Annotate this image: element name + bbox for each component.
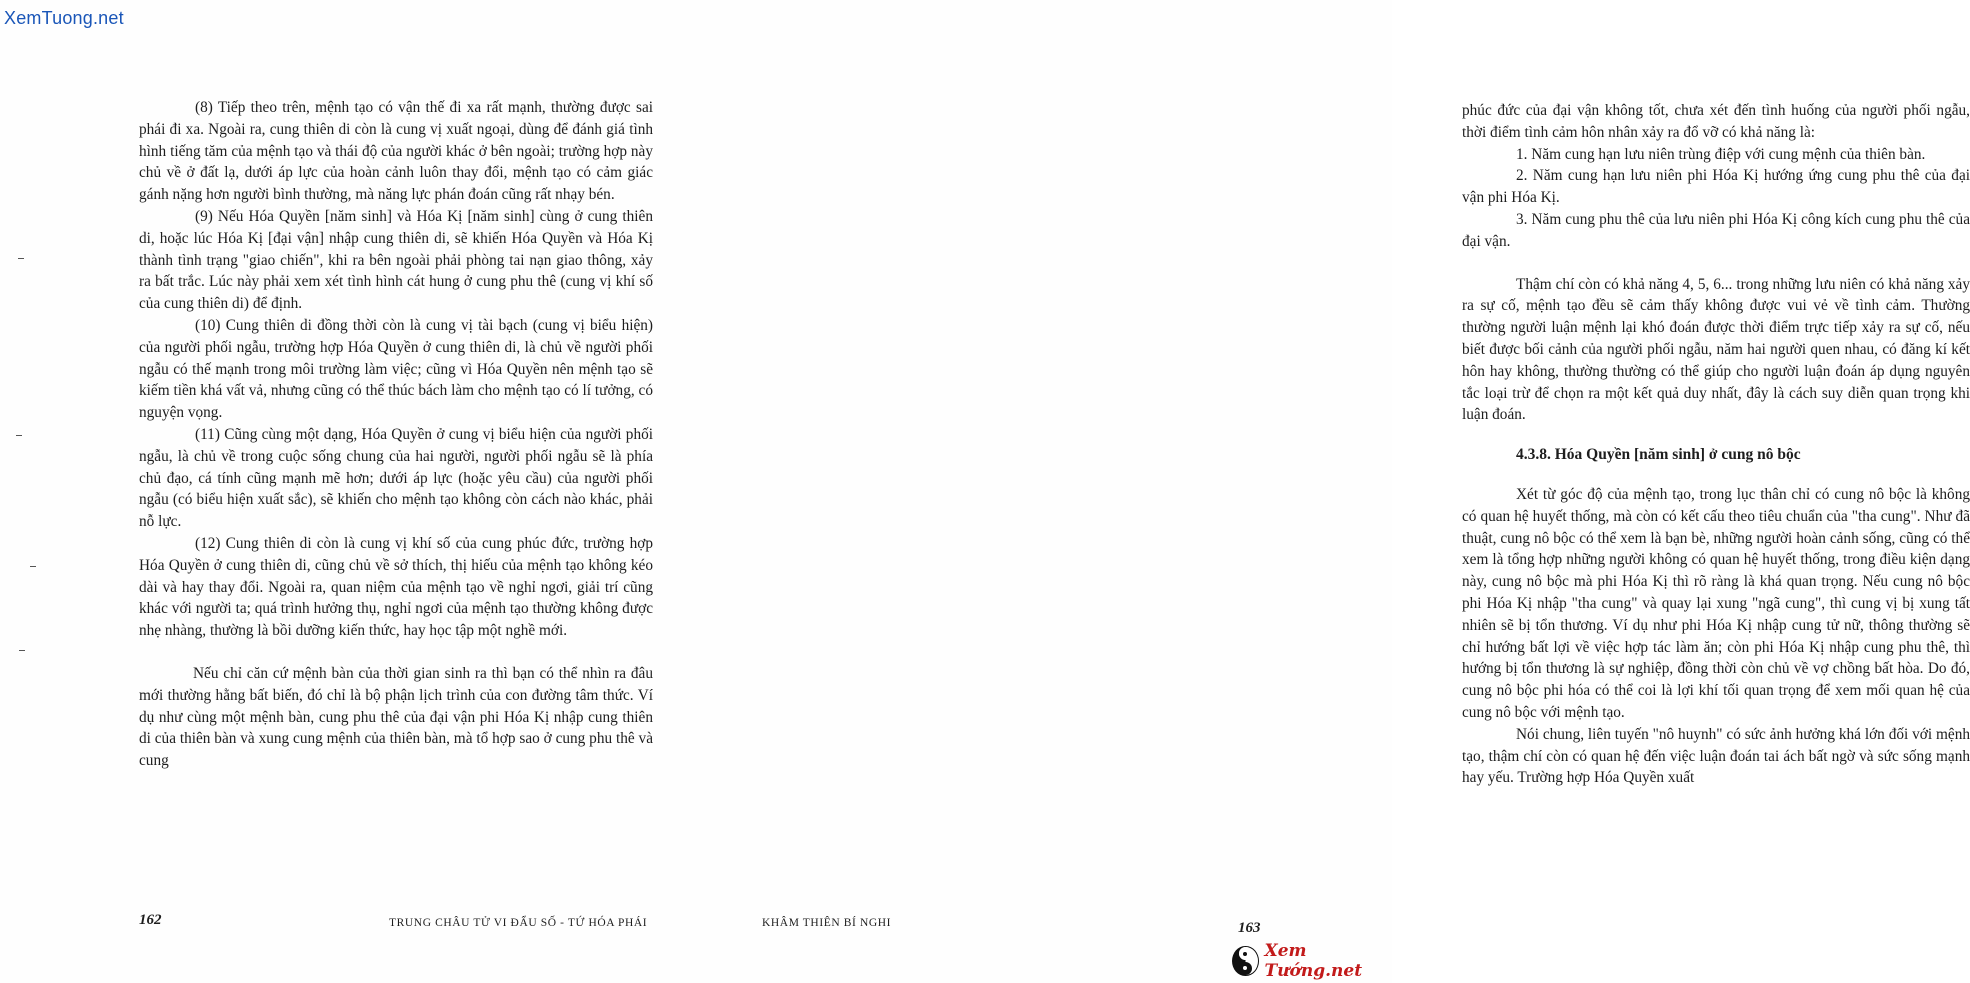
paragraph: 2. Năm cung hạn lưu niên phi Hóa Kị hướng ứng cung phu thê của đại vận phi Hóa Kị. <box>1462 167 1970 207</box>
paragraph: Xét từ góc độ của mệnh tạo, trong lục thân chỉ có cung nô bộc là không có quan hệ huyết thống, mà còn có kết cấu theo tiêu chuẩn của "tha cung". Như đã thuật, cung nô bộc có thể xem là bạn bè, những người hoàn cảnh sống, cũng có thể xem là tổng hợp những người không có quan hệ huyết thống, trong điều kiện dạng này, cung nô bộc mà phi Hóa Kị thì rõ ràng là khá quan trọng. Nếu cung nô bộc phi Hóa Kị nhập "tha cung" và quay lại xung "ngã cung", thì cung vị bị xung tất nhiên sẽ bị tổn thương. Ví dụ như phi Hóa Kị nhập cung tử nữ, thông thường sẽ chỉ hướng bất lợi về việc hợp tác làm ăn; còn phi Hóa Kị nhập cung phu thê, thì hướng bị tổn thương là sự nghiệp, đồng thời còn chủ về vợ chồng bất hòa. Do đó, cung nô bộc phi hóa có thể coi là lợi khí tối quan trọng để xem mối quan hệ của cung nô bộc với mệnh tạo. <box>1462 485 1970 721</box>
paragraph-spacer <box>1462 426 1970 444</box>
right-page-number: 163 <box>1238 920 1261 936</box>
paragraph: (8) Tiếp theo trên, mệnh tạo có vận thế đi xa rất mạnh, thường được sai phái đi xa. Ngoài ra, cung thiên di còn là cung vị xuất ngoại, dùng để đánh giá tình hình tiếng tăm của mệnh tạo và thái độ của người khác ở bên ngoài; trường hợp này chủ về ở đất lạ, dưới áp lực của hoàn cảnh luôn thay đổi, mệnh tạo có cảm giác gánh nặng hơn người bình thường, mà năng lực phán đoán cũng rất nhạy bén. <box>139 99 653 204</box>
paragraph-spacer <box>139 642 653 663</box>
paragraph: Nói chung, liên tuyến "nô huynh" có sức ảnh hưởng khá lớn đối với mệnh tạo, thậm chí còn có quan hệ đến việc luận đoán tai ách bất ngờ và sức sống mạnh hay yếu. Trường hợp Hóa Quyền xuất <box>1462 725 1970 787</box>
scan-mark <box>18 258 24 259</box>
right-text-column <box>1462 100 1970 789</box>
section-heading: 4.3.8. Hóa Quyền [năm sinh] ở cung nô bộc <box>1516 446 1801 464</box>
scan-mark <box>30 566 36 567</box>
left-text-column <box>139 97 653 772</box>
scan-mark <box>16 435 22 436</box>
paragraph: (10) Cung thiên di đồng thời còn là cung vị tài bạch (cung vị biểu hiện) của người phối ngẫu, trường hợp Hóa Quyền ở cung thiên di, là chủ về người phối ngẫu có thế mạnh trong môi trường làm việc; cũng vì Hóa Quyền nên mệnh tạo sẽ kiếm tiền khá vất vả, nhưng cũng có thể thúc bách làm cho mệnh tạo có lí tưởng, có nguyện vọng. <box>139 316 653 422</box>
paragraph: Nếu chỉ căn cứ mệnh bàn của thời gian sinh ra thì bạn có thể nhìn ra đâu mới thường hằng bất biến, đó chỉ là bộ phận lịch trình của con đường tâm thức. Ví dụ như cùng một mệnh bàn, cung phu thê của đại vận phi Hóa Kị nhập cung thiên di của thiên bàn và xung cung mệnh của thiên bàn, mà tổ hợp sao ở cung phu thê và cung <box>139 664 653 770</box>
paragraph: (11) Cũng cùng một dạng, Hóa Quyền ở cung vị biểu hiện của người phối ngẫu, là chủ về trong cuộc sống chung của hai người, người phối ngẫu sẽ là phía chủ đạo, cá tính cũng mạnh mẽ hơn; dưới áp lực (hoặc yêu cầu) của người phối ngẫu (có biểu hiện xuất sắc), sẽ khiến cho mệnh tạo không còn cách nào khác, phải nỗ lực. <box>139 425 653 531</box>
right-page <box>700 0 1970 983</box>
left-running-footer: TRUNG CHÂU TỬ VI ĐẨU SỐ - TỨ HÓA PHÁI <box>389 917 648 929</box>
watermark-logo-bottom[interactable] <box>1232 941 1392 981</box>
watermark-logo-top[interactable]: XemTuong.net <box>4 8 124 28</box>
right-running-footer: KHÂM THIÊN BÍ NGHI <box>762 917 892 929</box>
scan-mark <box>19 650 25 651</box>
paragraph: 1. Năm cung hạn lưu niên trùng điệp với cung mệnh của thiên bàn. <box>1516 145 1926 163</box>
paragraph: phúc đức của đại vận không tốt, chưa xét đến tình huống của người phối ngẫu, thời điểm tình cảm hôn nhân xảy ra đổ vỡ có khả năng là: <box>1462 102 1970 141</box>
paragraph: (12) Cung thiên di còn là cung vị khí số của cung phúc đức, trường hợp Hóa Quyền ở cung thiên di, cũng chủ về sở thích, thị hiếu của mệnh tạo không kéo dài và hay thay đổi. Ngoài ra, quan niệm của mệnh tạo về nghỉ ngơi, giải trí cũng khác với người ta; quá trình hưởng thụ, nghỉ ngơi của mệnh tạo thường không được nhẹ nhàng, thường là bồi dưỡng kiến thức, hay học tập một nghề mới. <box>139 534 653 640</box>
paragraph-spacer <box>1462 466 1970 484</box>
paragraph: Thậm chí còn có khả năng 4, 5, 6... trong những lưu niên có khả năng xảy ra sự cố, mệnh tạo đều sẽ cảm thấy không được vui vẻ về tình cảm. Thường thường người luận mệnh lại khó đoán được thời điểm trực tiếp xảy ra sự cố, nếu biết được bối cảnh của người phối ngẫu, năm hai người quen nhau, có đăng kí kết hôn hay không, thường thường có thể giúp cho người luận đoán áp dụng nguyên tắc loại trừ để chọn ra một kết quả duy nhất, đây là cách suy diễn quan trọng khi luận đoán. <box>1462 275 1970 424</box>
paragraph: (9) Nếu Hóa Quyền [năm sinh] và Hóa Kị [năm sinh] cùng ở cung thiên di, hoặc lúc Hóa Kị [đại vận] nhập cung thiên di, sẽ khiến Hóa Quyền và Hóa Kị thành tình trạng "giao chiến", khi ra bên ngoài phải phòng tai nạn giao thông, xảy ra bất trắc. Lúc này phải xem xét tình hình cát hung ở cung phu thê (cung vị khí số của cung thiên di) để định. <box>139 207 653 313</box>
paragraph-spacer <box>1462 253 1970 274</box>
left-page-number: 162 <box>139 912 162 928</box>
paragraph: 3. Năm cung phu thê của lưu niên phi Hóa Kị công kích cung phu thê của đại vận. <box>1462 210 1970 250</box>
left-page <box>0 0 700 983</box>
brand-text: Xem Tướng.net <box>1264 941 1363 981</box>
yin-yang-icon <box>1232 946 1259 976</box>
